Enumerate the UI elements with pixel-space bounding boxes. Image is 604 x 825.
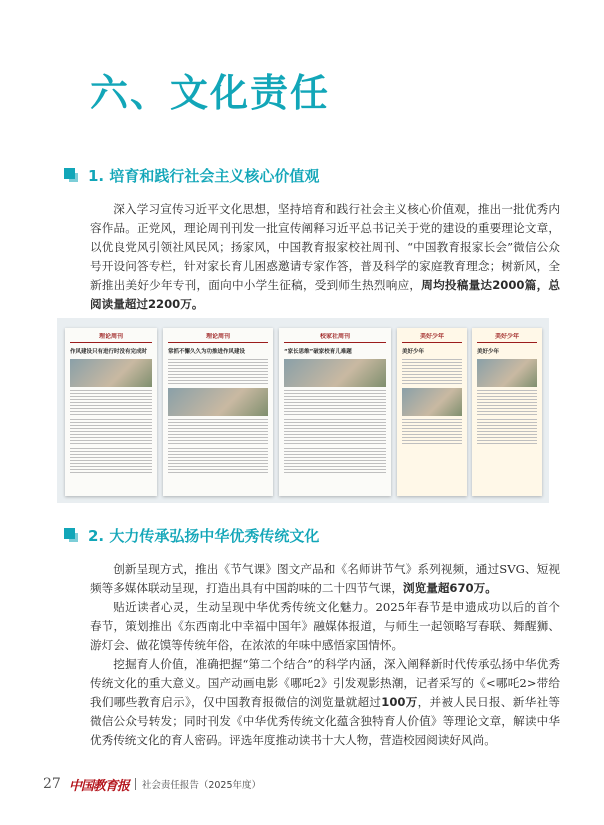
square-bullet-icon	[64, 528, 78, 542]
newspaper-headline: 美好少年	[402, 349, 425, 355]
square-bullet-icon	[64, 168, 78, 182]
newspaper-headline: 作风建设只有进行时没有完成时	[70, 349, 148, 355]
section-heading-2	[64, 525, 319, 545]
newspaper-masthead: 理论周刊	[168, 333, 268, 343]
newspaper-page	[472, 328, 542, 496]
newspaper-page	[163, 328, 273, 496]
section2-p2-text: 贴近读者心灵，生动呈现中华优秀传统文化魅力。2025年春节是申遗成功以后的首个春节，策划推出《东西南北中幸福中国年》融媒体报道，与师生一起领略写春联、舞醒狮、游灯会、做花馍等传统年俗，在浓浓的年味中感悟家国情怀。	[90, 600, 560, 652]
section2-p3-highlight: 100万	[381, 695, 418, 709]
page-title: 六、文化责任	[90, 71, 331, 115]
newspaper-page	[65, 328, 157, 496]
newspaper-page	[397, 328, 467, 496]
section1-highlight: 周均投稿量达2000篇，总阅读量超过2200万。	[90, 278, 560, 311]
section2-p1-text: 创新呈现方式，推出《节气课》图文产品和《名师讲节气》系列视频，通过SVG、短视频等多媒体联动呈现，打造出具有中国韵味的二十四节气课，	[90, 562, 560, 595]
section-heading-2-text: 2. 大力传承弘扬中华优秀传统文化	[88, 526, 320, 545]
section1-text: 深入学习宣传习近平文化思想，坚持培育和践行社会主义核心价值观，推出一批优秀内容作品。正党风，理论周刊刊发一批宣传阐释习近平总书记关于党的建设的重要理论文章，以优良党风引领社风民风；扬家风，中国教育报家校社周刊、“中国教育报家长会”微信公众号开设问答专栏，针对家长育儿困惑邀请专家作答，普及科学的家庭教育理念；树新风，全新推出美好少年专刊，面向中小学生征稿，受到师生热烈响应，	[90, 202, 560, 292]
section-heading-1-text: 1. 培育和践行社会主义核心价值观	[88, 166, 320, 185]
newspaper-headline: 美好少年	[477, 349, 500, 355]
section2-p3-text-end: ，并被人民日报、新华社等微信公众号转发；同时刊发《中华优秀传统文化蕴含独特育人价值》等理论文章，解读中华优秀传统文化的育人密码。评选年度推动读书十大人物，营造校园阅读好风尚。	[90, 695, 560, 747]
newspaper-collage-image	[57, 318, 549, 503]
section2-paragraph-2	[90, 598, 560, 655]
newspaper-masthead: 美好少年	[402, 333, 462, 343]
footer-divider	[135, 778, 136, 790]
newspaper-masthead: 美好少年	[477, 333, 537, 343]
section2-paragraph-3	[90, 655, 560, 750]
newspaper-logo: 中国教育报	[68, 778, 129, 794]
section-heading-1	[64, 165, 319, 185]
section1-paragraph	[90, 200, 560, 314]
section2-p3-text: 挖掘育人价值，准确把握“第二个结合”的科学内涵，深入阐释新时代传承弘扬中华优秀传统文化的重大意义。国产动画电影《哪吒2》引发观影热潮，记者采写的《<哪吒2>带给我们哪些教育启示》，仅中国教育报微信的浏览量就超过	[90, 657, 560, 709]
section2-p1-highlight: 浏览量超670万。	[403, 581, 497, 595]
newspaper-masthead: 理论周刊	[70, 333, 152, 343]
newspaper-headline: 常抓不懈久久为功推进作风建设	[168, 349, 246, 355]
newspaper-page	[279, 328, 391, 496]
newspaper-headline: “家长思维”破家校育儿难题	[284, 349, 352, 355]
section2-paragraph-1	[90, 560, 560, 598]
page-footer	[43, 774, 261, 794]
page-number: 27	[43, 776, 61, 792]
report-title: 社会责任报告（2025年度）	[141, 780, 262, 791]
newspaper-masthead: 校家社周刊	[284, 333, 386, 343]
